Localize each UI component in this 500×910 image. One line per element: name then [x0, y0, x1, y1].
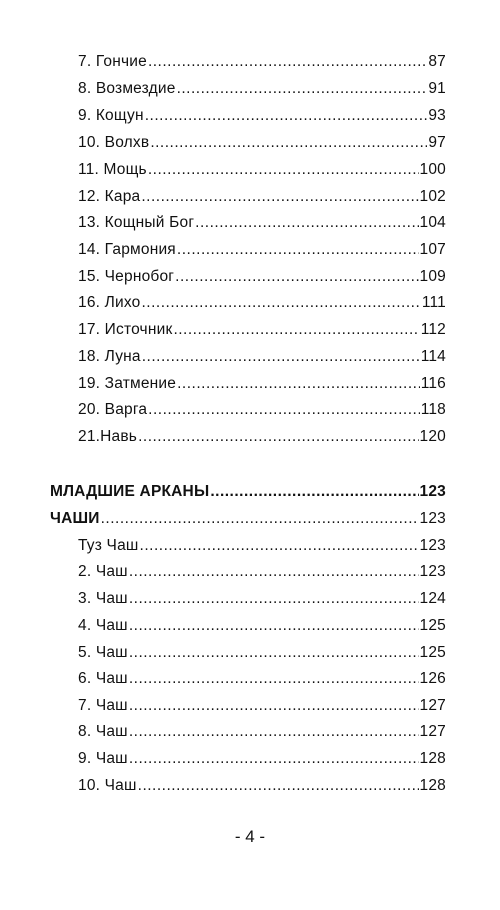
- toc-entry-page: 87: [428, 53, 446, 70]
- toc-entry-label: 6. Чаш: [78, 670, 128, 687]
- dot-leader: [138, 773, 419, 799]
- toc-entry[interactable]: [78, 397, 446, 423]
- dot-leader: [140, 533, 419, 559]
- toc-entry[interactable]: [78, 613, 446, 639]
- toc-entry-label: 12. Кара: [78, 188, 141, 205]
- toc-entry-label: 9. Кощун: [78, 107, 144, 124]
- toc-entry[interactable]: [78, 586, 446, 612]
- toc-entry[interactable]: [78, 559, 446, 585]
- toc-entry[interactable]: [78, 666, 446, 692]
- toc-entry-label: 17. Источник: [78, 321, 173, 338]
- toc-entry[interactable]: [78, 184, 446, 210]
- toc-entry[interactable]: [78, 693, 446, 719]
- toc-entry-page: 91: [428, 80, 446, 97]
- toc-entry-page: 114: [420, 348, 446, 365]
- toc-entry[interactable]: [78, 130, 446, 156]
- toc-entry[interactable]: [78, 49, 446, 75]
- dot-leader: [129, 666, 419, 692]
- toc-entry-page: 127: [419, 697, 446, 714]
- toc-entry-page: 112: [420, 321, 446, 338]
- toc-entry-page: 109: [419, 268, 446, 285]
- toc-entry-page: 118: [420, 401, 446, 418]
- dot-leader: [129, 719, 419, 745]
- dot-leader: [129, 613, 419, 639]
- dot-leader: [210, 479, 418, 505]
- dot-leader: [145, 103, 428, 129]
- toc-entry-page: 104: [419, 214, 446, 231]
- toc-entry-label: 7. Чаш: [78, 697, 128, 714]
- toc-entry-page: 124: [419, 590, 446, 607]
- toc-entry-label: 8. Чаш: [78, 723, 128, 740]
- toc-entry-label: 11. Мощь: [78, 161, 147, 178]
- dot-leader: [177, 76, 428, 102]
- toc-entry[interactable]: [78, 264, 446, 290]
- toc-entry-page: 123: [419, 537, 446, 554]
- toc-entry-page: 116: [420, 375, 446, 392]
- toc-entry-page: 111: [421, 294, 446, 311]
- toc-entry-page: 123: [419, 563, 446, 580]
- toc-entry-label: 15. Чернобог: [78, 268, 175, 285]
- toc-section-label: МЛАДШИЕ АРКАНЫ: [50, 483, 210, 500]
- dot-leader: [195, 210, 418, 236]
- dot-leader: [138, 424, 418, 450]
- toc-entry[interactable]: [78, 157, 446, 183]
- toc-entry-page: 125: [419, 644, 446, 661]
- toc-entry-label: 7. Гончие: [78, 53, 147, 70]
- toc-entry-label: 20. Варга: [78, 401, 148, 418]
- toc-entry-label: 4. Чаш: [78, 617, 128, 634]
- toc-entry-label: 13. Кощный Бог: [78, 214, 195, 231]
- toc-entry[interactable]: [78, 210, 446, 236]
- dot-leader: [175, 264, 418, 290]
- toc-entry-page: 126: [419, 670, 446, 687]
- dot-leader: [129, 693, 419, 719]
- toc-entry-page: 93: [428, 107, 446, 124]
- toc-entry[interactable]: [78, 237, 446, 263]
- toc-entry-label: 16. Лихо: [78, 294, 141, 311]
- dot-leader: [129, 640, 419, 666]
- toc-entry[interactable]: [78, 719, 446, 745]
- toc-entry-page: 128: [419, 777, 446, 794]
- dot-leader: [101, 506, 419, 532]
- toc-section-page: 123: [419, 510, 446, 527]
- dot-leader: [150, 130, 427, 156]
- toc-section-cups[interactable]: [50, 506, 446, 532]
- toc-entry[interactable]: [78, 290, 446, 316]
- toc-entry-label: Туз Чаш: [78, 537, 139, 554]
- toc-entry-label: 19. Затмение: [78, 375, 177, 392]
- dot-leader: [177, 371, 420, 397]
- toc-entry[interactable]: [78, 773, 446, 799]
- dot-leader: [177, 237, 419, 263]
- toc-entry[interactable]: [78, 746, 446, 772]
- dot-leader: [129, 586, 419, 612]
- toc-entry-label: 8. Возмездие: [78, 80, 176, 97]
- toc-entry-label: 5. Чаш: [78, 644, 128, 661]
- toc-entry-label: 14. Гармония: [78, 241, 176, 258]
- page-number: - 4 -: [234, 827, 266, 846]
- toc-entry-label: 18. Луна: [78, 348, 141, 365]
- dot-leader: [148, 157, 419, 183]
- toc-entry-label: 10. Волхв: [78, 134, 150, 151]
- dot-leader: [141, 184, 418, 210]
- toc-entry[interactable]: [78, 317, 446, 343]
- toc-entry-label: 10. Чаш: [78, 777, 137, 794]
- dot-leader: [148, 49, 427, 75]
- toc-entry[interactable]: [78, 344, 446, 370]
- toc-entry-page: 125: [419, 617, 446, 634]
- toc-section-minor-arcana[interactable]: [50, 479, 446, 505]
- toc-section-label: ЧАШИ: [50, 510, 100, 527]
- toc-entry[interactable]: [78, 424, 446, 450]
- toc-entry-page: 100: [419, 161, 446, 178]
- toc-entry[interactable]: [78, 103, 446, 129]
- toc-entry-label: 21.Навь: [78, 428, 138, 445]
- dot-leader: [129, 559, 419, 585]
- toc-entry[interactable]: [78, 533, 446, 559]
- toc-entry[interactable]: [78, 640, 446, 666]
- dot-leader: [129, 746, 419, 772]
- toc-section-page: 123: [419, 483, 446, 500]
- toc-entry[interactable]: [78, 371, 446, 397]
- toc-entry-label: 9. Чаш: [78, 750, 128, 767]
- dot-leader: [141, 290, 420, 316]
- toc-entry-page: 128: [419, 750, 446, 767]
- toc-entry-page: 102: [419, 188, 446, 205]
- dot-leader: [148, 397, 420, 423]
- dot-leader: [173, 317, 419, 343]
- toc-entry-page: 120: [419, 428, 446, 445]
- dot-leader: [142, 344, 420, 370]
- toc-entry-page: 107: [419, 241, 446, 258]
- toc-entry-page: 127: [419, 723, 446, 740]
- toc-entry[interactable]: [78, 76, 446, 102]
- toc-entry-page: 97: [428, 134, 446, 151]
- toc-entry-label: 2. Чаш: [78, 563, 128, 580]
- toc-entry-label: 3. Чаш: [78, 590, 128, 607]
